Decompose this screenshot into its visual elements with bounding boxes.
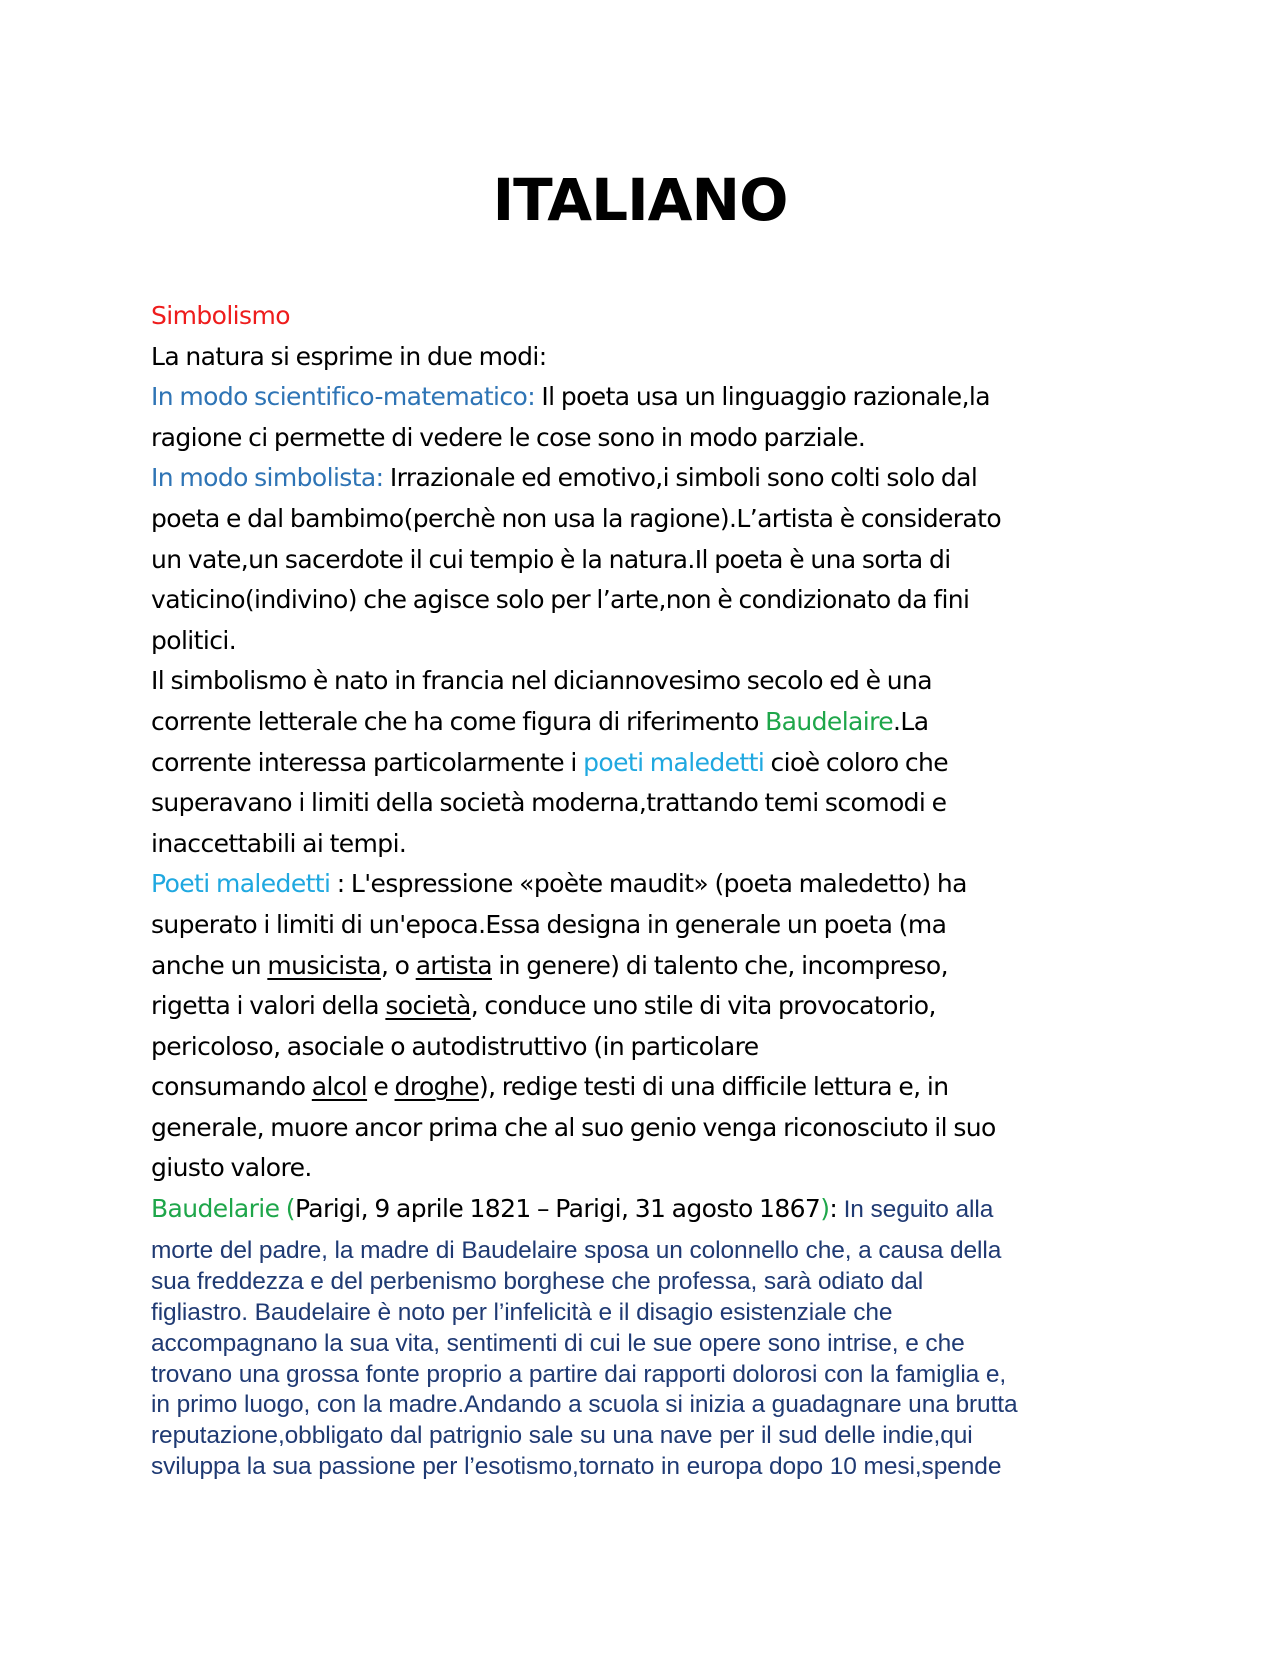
quote-line: trovano una grossa fonte proprio a partire dai rapporti dolorosi con la famiglia e,	[151, 1360, 1007, 1388]
page-title: ITALIANO	[492, 166, 788, 234]
text-run: in genere) di talento che, incompreso,	[491, 950, 948, 980]
quote-line: in primo luogo, con la madre.Andando a scuola si inizia a guadagnare una brutta	[151, 1391, 1018, 1419]
paragraph-line: inaccettabili ai tempi.	[151, 828, 407, 858]
highlight-poeti-maledetti: poeti maledetti	[583, 747, 765, 777]
paragraph-line	[151, 1189, 1136, 1230]
text-run: )	[820, 1194, 830, 1224]
label-symbolist-mode: In modo simbolista:	[151, 463, 384, 493]
paragraph-line	[151, 864, 1136, 905]
paragraph-line	[151, 743, 1136, 784]
text-run: rigetta i valori della	[151, 991, 386, 1021]
text-run: ), redige testi di una difficile lettura e, in	[478, 1072, 949, 1102]
text-run-dates: Parigi, 9 aprile 1821 – Parigi, 31 agosto 1867	[294, 1194, 821, 1224]
paragraph-line: politici.	[151, 625, 237, 655]
text-run: .La	[893, 706, 929, 736]
text-run: e	[367, 1072, 395, 1102]
label-scientific-mode: In modo scientifico-matematico:	[151, 382, 536, 412]
text-run: : L'espressione «poète maudit» (poeta maledetto) ha	[330, 869, 967, 899]
paragraph-line: La natura si esprime in due modi:	[151, 341, 547, 371]
document-body	[151, 296, 1136, 1230]
quote-line: accompagnano la sua vita, sentimenti di cui le sue opere sono intrise, e che	[151, 1329, 965, 1357]
label-baudelarie: Baudelarie (	[151, 1194, 295, 1224]
paragraph-line	[151, 986, 1136, 1027]
paragraph-line: un vate,un sacerdote il cui tempio è la natura.Il poeta è una sorta di	[151, 544, 951, 574]
link-droghe[interactable]: droghe	[394, 1072, 479, 1102]
quote-line: sviluppa la sua passione per l’esotismo,tornato in europa dopo 10 mesi,spende	[151, 1453, 1002, 1481]
text-run: corrente letterale che ha come figura di riferimento	[151, 706, 766, 736]
text-run: Irrazionale ed emotivo,i simboli sono colti solo dal	[383, 463, 978, 493]
paragraph-line: pericoloso, asociale o autodistruttivo (in particolare	[151, 1031, 759, 1061]
paragraph-line: giusto valore.	[151, 1153, 312, 1183]
text-run: Il poeta usa un linguaggio razionale,la	[535, 382, 990, 412]
paragraph-line: ragione ci permette di vedere le cose sono in modo parziale.	[151, 422, 866, 452]
paragraph-line	[151, 458, 1136, 499]
text-run: anche un	[151, 950, 268, 980]
link-musicista[interactable]: musicista	[267, 950, 381, 980]
biography-quote	[151, 1236, 1136, 1483]
text-run: cioè coloro che	[764, 747, 949, 777]
section-heading-simbolismo: Simbolismo	[151, 301, 290, 330]
text-run: , o	[380, 950, 416, 980]
quote-line: figliastro. Baudelaire è noto per l’infelicità e il disagio esistenziale che	[151, 1298, 893, 1326]
highlight-baudelaire: Baudelaire	[765, 706, 894, 736]
text-run: , conduce uno stile di vita provocatorio,	[470, 991, 936, 1021]
text-run: corrente interessa particolarmente i	[151, 747, 584, 777]
paragraph-line: Il simbolismo è nato in francia nel diciannovesimo secolo ed è una	[151, 666, 932, 696]
quote-line: reputazione,obbligato dal patrignio sale su una nave per il sud delle indie,qui	[151, 1422, 973, 1450]
link-artista[interactable]: artista	[415, 950, 492, 980]
link-alcol[interactable]: alcol	[311, 1072, 368, 1102]
paragraph-line: poeta e dal bambimo(perchè non usa la ragione).L’artista è considerato	[151, 503, 1002, 533]
quote-line: morte del padre, la madre di Baudelaire sposa un colonnello che, a causa della	[151, 1237, 1002, 1264]
paragraph-line: superato i limiti di un'epoca.Essa designa in generale un poeta (ma	[151, 909, 947, 939]
paragraph-line: generale, muore ancor prima che al suo genio venga riconosciuto il suo	[151, 1112, 996, 1142]
link-societa[interactable]: società	[385, 991, 471, 1021]
paragraph-line: vaticino(indivino) che agisce solo per l’arte,non è condizionato da fini	[151, 585, 970, 615]
text-run: consumando	[151, 1072, 312, 1102]
text-run: :	[829, 1194, 844, 1224]
paragraph-line: superavano i limiti della società moderna,trattando temi scomodi e	[151, 788, 947, 818]
quote-run: In seguito alla	[843, 1196, 994, 1224]
paragraph-line	[151, 702, 1136, 743]
paragraph-line	[151, 1067, 1136, 1108]
paragraph-line	[151, 946, 1136, 987]
paragraph-line	[151, 377, 1136, 418]
quote-line: sua freddezza e del perbenismo borghese che professa, sarà odiato dal	[151, 1267, 924, 1295]
label-poeti-maledetti: Poeti maledetti	[151, 869, 331, 899]
